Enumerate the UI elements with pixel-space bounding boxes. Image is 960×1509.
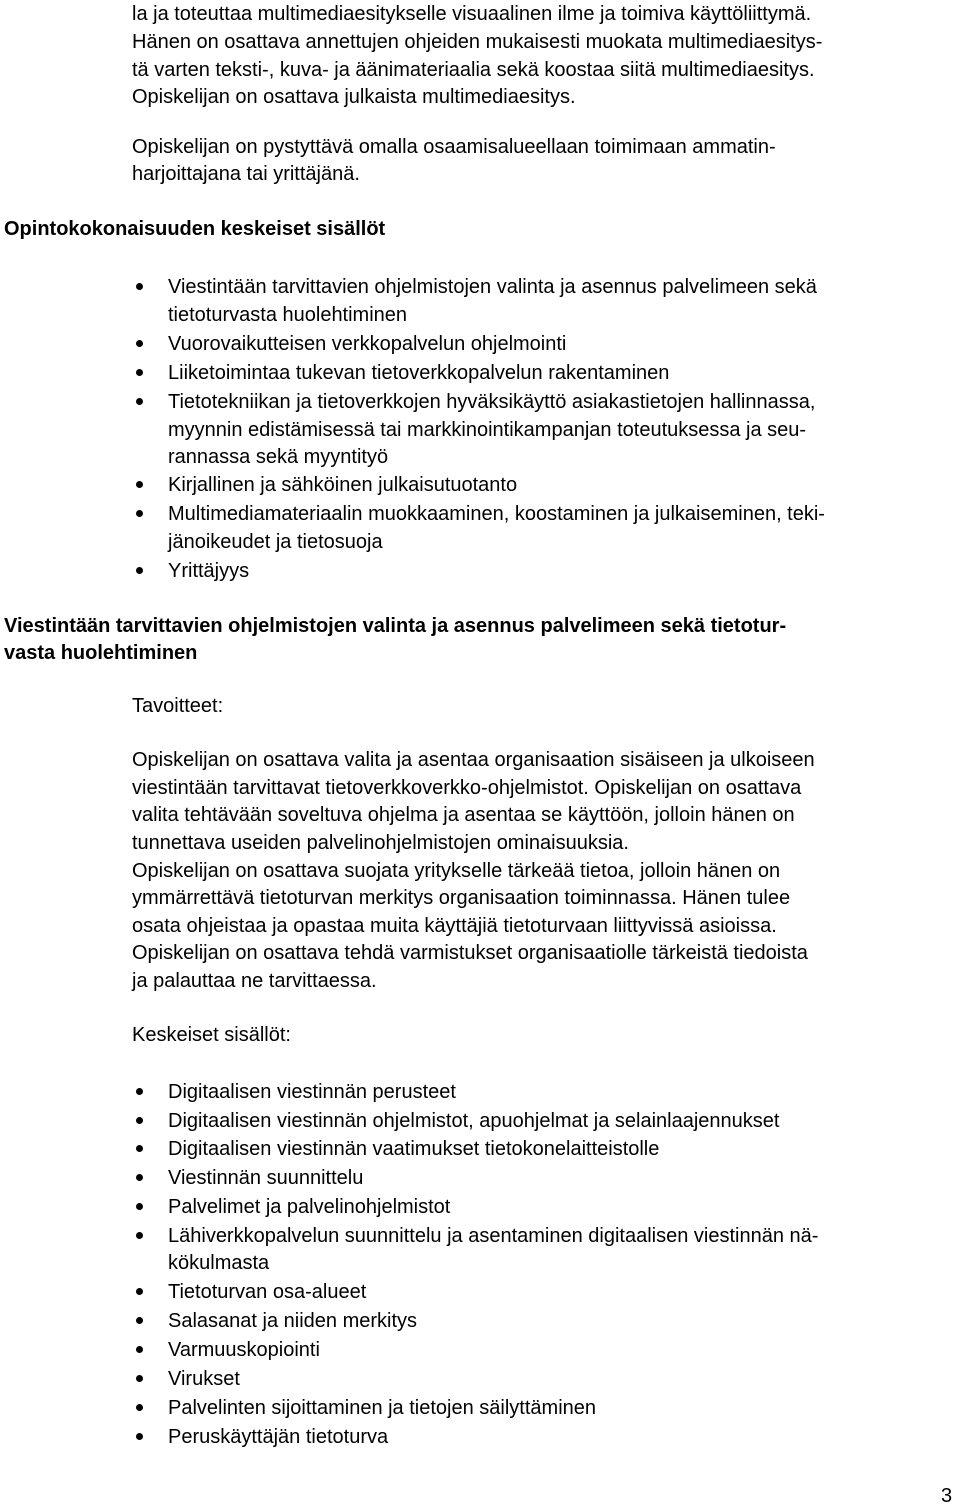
bullet-dot <box>136 567 143 574</box>
intro-line: tä varten teksti-, kuva- ja äänimateriaalia sekä koostaa siitä multimediaesitys. <box>132 59 815 81</box>
list-item: Viestintään tarvittavien ohjelmistojen valinta ja asennus palvelimeen sekä <box>168 276 817 298</box>
section-heading: Viestintään tarvittavien ohjelmistojen valinta ja asennus palvelimeen sekä tietotur- <box>4 615 787 637</box>
list-item: Vuorovaikutteisen verkkopalvelun ohjelmointi <box>168 333 567 355</box>
intro-line: Opiskelijan on pystyttävä omalla osaamisalueellaan toimimaan ammatin- <box>132 136 776 158</box>
goals-line: Opiskelijan on osattava suojata yritykselle tärkeää tietoa, jolloin hänen on <box>132 860 781 882</box>
bullet-dot <box>136 369 143 376</box>
goals-line: Opiskelijan on osattava tehdä varmistukset organisaatiolle tärkeistä tiedoista <box>132 942 808 964</box>
goals-line: Opiskelijan on osattava valita ja asentaa organisaation sisäiseen ja ulkoiseen <box>132 749 815 771</box>
list-item: Yrittäjyys <box>168 560 250 582</box>
list-item: Tietotekniikan ja tietoverkkojen hyväksikäyttö asiakastietojen hallinnassa, <box>168 391 816 413</box>
list-item-continuation: myynnin edistämisessä tai markkinointikampanjan toteutuksessa ja seu- <box>168 419 807 441</box>
bullet-dot <box>136 1203 143 1210</box>
bullet-dot <box>136 1433 143 1440</box>
list-item-continuation: tietoturvasta huolehtiminen <box>168 304 408 326</box>
list-item: Digitaalisen viestinnän ohjelmistot, apuohjelmat ja selainlaajennukset <box>168 1110 780 1132</box>
intro-line: la ja toteuttaa multimediaesitykselle visuaalinen ilme ja toimiva käyttöliittymä. <box>132 3 812 25</box>
bullet-dot <box>136 340 143 347</box>
list-item: Digitaalisen viestinnän perusteet <box>168 1081 456 1103</box>
list-item-continuation: rannassa sekä myyntityö <box>168 446 389 468</box>
goals-line: osata ohjeistaa ja opastaa muita käyttäjiä tietoturvaan liittyvissä asioissa. <box>132 915 777 937</box>
bullet-dot <box>136 1317 143 1324</box>
contents-label: Keskeiset sisällöt: <box>132 1024 291 1046</box>
goals-line: ymmärrettävä tietoturvan merkitys organisaation toiminnassa. Hänen tulee <box>132 887 791 909</box>
bullet-dot <box>136 1375 143 1382</box>
list-item: Multimediamateriaalin muokkaaminen, koostaminen ja julkaiseminen, teki- <box>168 503 825 525</box>
bullet-dot <box>136 1288 143 1295</box>
section-heading-continuation: vasta huolehtiminen <box>4 642 198 664</box>
goals-line: valita tehtävään soveltuva ohjelma ja asentaa se käyttöön, jolloin hänen on <box>132 804 795 826</box>
goals-line: ja palauttaa ne tarvittaessa. <box>132 970 377 992</box>
bullet-dot <box>136 1232 143 1239</box>
bullet-dot <box>136 481 143 488</box>
list-item: Peruskäyttäjän tietoturva <box>168 1426 389 1448</box>
bullet-dot <box>136 1346 143 1353</box>
list-item: Tietoturvan osa-alueet <box>168 1281 367 1303</box>
bullet-dot <box>136 398 143 405</box>
bullet-dot <box>136 283 143 290</box>
list-item-continuation: kökulmasta <box>168 1252 270 1274</box>
bullet-dot <box>136 1404 143 1411</box>
bullet-dot <box>136 1174 143 1181</box>
list-item: Virukset <box>168 1368 240 1390</box>
list-item: Palvelinten sijoittaminen ja tietojen säilyttäminen <box>168 1397 597 1419</box>
section-heading: Opintokokonaisuuden keskeiset sisällöt <box>4 218 386 240</box>
goals-label: Tavoitteet: <box>132 695 224 717</box>
intro-line: Hänen on osattava annettujen ohjeiden mukaisesti muokata multimediaesitys- <box>132 31 823 53</box>
intro-line: Opiskelijan on osattava julkaista multimediaesitys. <box>132 86 576 108</box>
goals-line: viestintään tarvittavat tietoverkkoverkko-ohjelmistot. Opiskelijan on osattava <box>132 777 802 799</box>
bullet-dot <box>136 1117 143 1124</box>
list-item: Salasanat ja niiden merkitys <box>168 1310 418 1332</box>
list-item: Kirjallinen ja sähköinen julkaisutuotanto <box>168 474 518 496</box>
list-item: Viestinnän suunnittelu <box>168 1167 364 1189</box>
page-number: 3 <box>941 1485 953 1507</box>
intro-line: harjoittajana tai yrittäjänä. <box>132 163 360 185</box>
list-item: Palvelimet ja palvelinohjelmistot <box>168 1196 451 1218</box>
bullet-dot <box>136 1145 143 1152</box>
list-item: Liiketoimintaa tukevan tietoverkkopalvelun rakentaminen <box>168 362 670 384</box>
goals-line: tunnettava useiden palvelinohjelmistojen ominaisuuksia. <box>132 832 629 854</box>
list-item: Digitaalisen viestinnän vaatimukset tietokonelaitteistolle <box>168 1138 660 1160</box>
list-item-continuation: jänoikeudet ja tietosuoja <box>168 531 383 553</box>
list-item: Varmuuskopiointi <box>168 1339 320 1361</box>
list-item: Lähiverkkopalvelun suunnittelu ja asentaminen digitaalisen viestinnän nä- <box>168 1225 819 1247</box>
bullet-dot <box>136 510 143 517</box>
bullet-dot <box>136 1088 143 1095</box>
